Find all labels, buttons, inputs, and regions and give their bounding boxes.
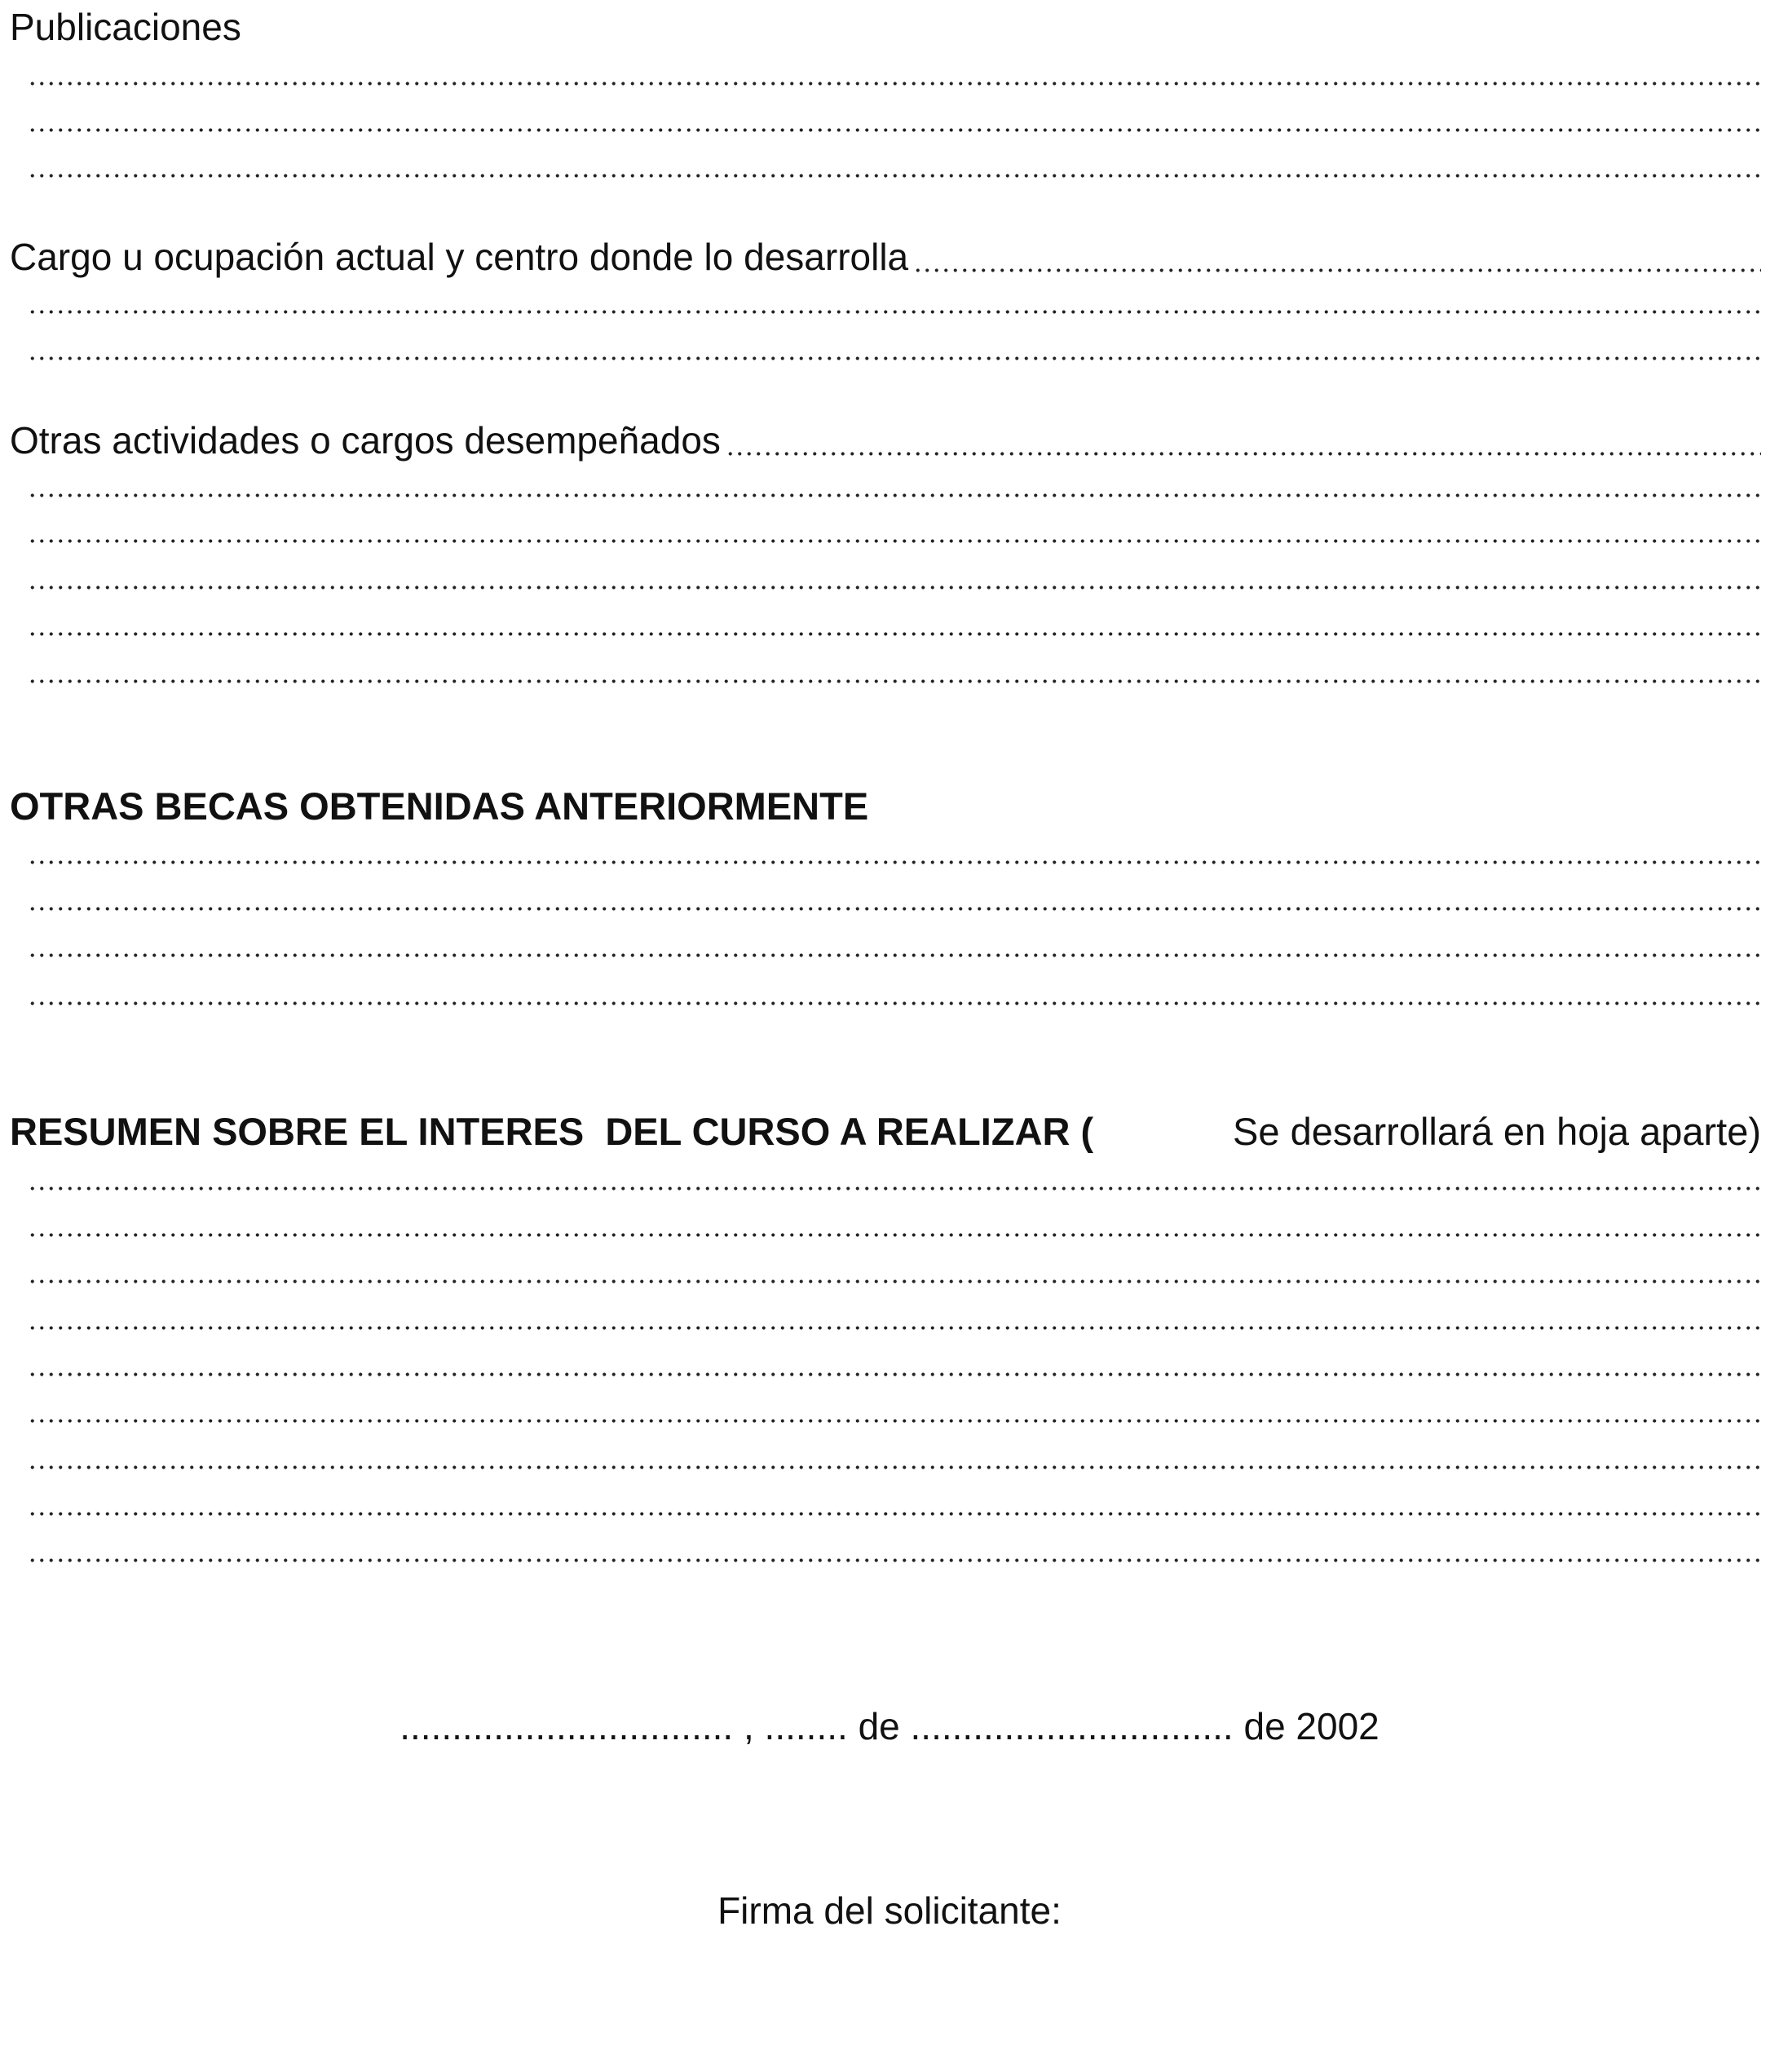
otras-actividades-line-3[interactable] [28,539,1759,543]
otras-becas-line-4[interactable] [28,1001,1759,1005]
cargo-line-3[interactable] [28,356,1759,360]
resumen-line-6[interactable] [28,1419,1759,1423]
otras-actividades-line-5[interactable] [28,632,1759,636]
otras-actividades-line-4[interactable] [28,585,1759,590]
otras-becas-line-2[interactable] [28,907,1759,911]
resumen-line-2[interactable] [28,1233,1759,1237]
cargo-line-2[interactable] [28,310,1759,314]
resumen-line-9[interactable] [28,1558,1759,1562]
otras-becas-line-3[interactable] [28,953,1759,957]
resumen-line-3[interactable] [28,1279,1759,1283]
cargo-label: Cargo u ocupación actual y centro donde lo desarrolla [10,236,909,278]
cargo-row [10,236,1761,277]
publicaciones-line-1[interactable] [28,82,1759,86]
otras-becas-line-1[interactable] [28,860,1759,864]
resumen-heading [10,1111,1761,1153]
cargo-line-1[interactable] [913,268,1761,272]
publicaciones-label: Publicaciones [10,6,241,48]
otras-actividades-line-2[interactable] [28,493,1759,497]
otras-becas-heading: OTRAS BECAS OBTENIDAS ANTERIORMENTE [10,784,869,828]
date-line[interactable]: ................................ , ........ de ............................... de 2002 [400,1705,1379,1747]
resumen-heading-title: RESUMEN SOBRE EL INTERES DEL CURSO A REALIZAR ( [10,1110,1094,1153]
otras-actividades-label: Otras actividades o cargos desempeñados [10,419,721,462]
publicaciones-line-2[interactable] [28,128,1759,132]
resumen-line-8[interactable] [28,1512,1759,1516]
signature-label: Firma del solicitante: [717,1889,1062,1932]
resumen-line-7[interactable] [28,1465,1759,1469]
resumen-line-4[interactable] [28,1326,1759,1330]
resumen-line-1[interactable] [28,1186,1759,1191]
otras-actividades-line-6[interactable] [28,679,1759,683]
otras-actividades-row [10,420,1761,461]
otras-actividades-line-1[interactable] [726,452,1761,456]
resumen-line-5[interactable] [28,1372,1759,1376]
publicaciones-line-3[interactable] [28,174,1759,178]
resumen-heading-note: Se desarrollará en hoja aparte) [1233,1110,1761,1153]
